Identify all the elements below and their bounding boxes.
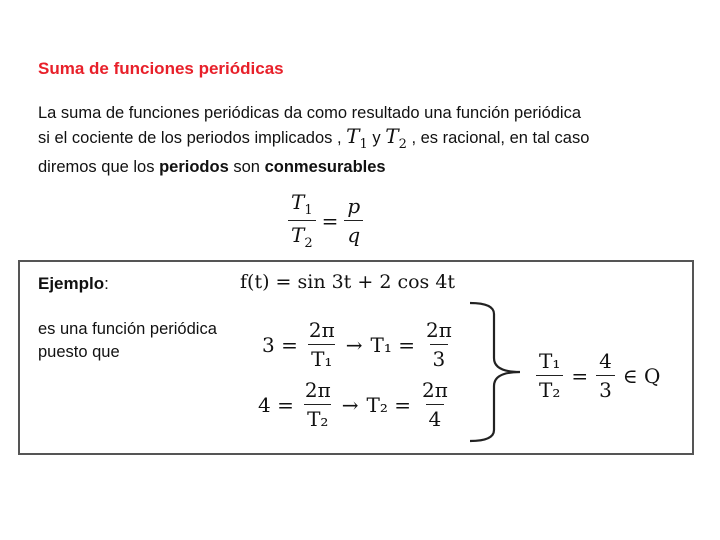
ratio-formula	[288, 190, 363, 251]
symbol-T2: $T_2$	[385, 124, 407, 152]
intro-paragraph	[38, 102, 678, 179]
term-periodos: periodos	[159, 158, 229, 176]
member-of-Q: ∈ Q	[622, 363, 661, 388]
term-conmesurables: conmesurables	[264, 158, 386, 176]
arrow-icon: →	[341, 392, 359, 417]
intro-line-2: si el cociente de los periodos implicados , $T_1$ y $T_2$ , es racional, en tal caso	[38, 124, 590, 152]
curly-brace-icon	[468, 300, 538, 444]
intro-line-1: La suma de funciones periódicas da como resultado una función periódica	[38, 104, 582, 122]
intro-line-3: diremos que los periodos son conmesurables	[38, 158, 386, 176]
ratio-equals: =	[321, 208, 339, 233]
arrow-icon: →	[345, 332, 363, 357]
symbol-T1: $T_1$	[346, 124, 368, 152]
ratio-lhs-fraction: $\frac{T_1}{T_2}$	[288, 190, 316, 251]
example-text: es una función periódica puesto que	[38, 320, 217, 361]
ratio-rhs-fraction: $\frac{p}{q}$	[344, 194, 363, 247]
equation-row-1: 3 = $\frac{2\pi}{\text{T₁}}$ → T₁ = $\frac{2\pi}{3}$	[262, 318, 452, 371]
equation-row-2: 4 = $\frac{2\pi}{\text{T₂}}$ → T₂ = $\frac{2\pi}{4}$	[258, 378, 448, 431]
example-label: Ejemplo:	[38, 274, 109, 293]
example-function: f(t) = sin 3t + 2 cos 4t	[240, 271, 456, 293]
page-title: Suma de funciones periódicas	[38, 59, 284, 78]
result-formula: $\frac{\text{T₁}}{\text{T₂}}$ = $\frac{4}{3}$ ∈ Q	[536, 349, 660, 402]
